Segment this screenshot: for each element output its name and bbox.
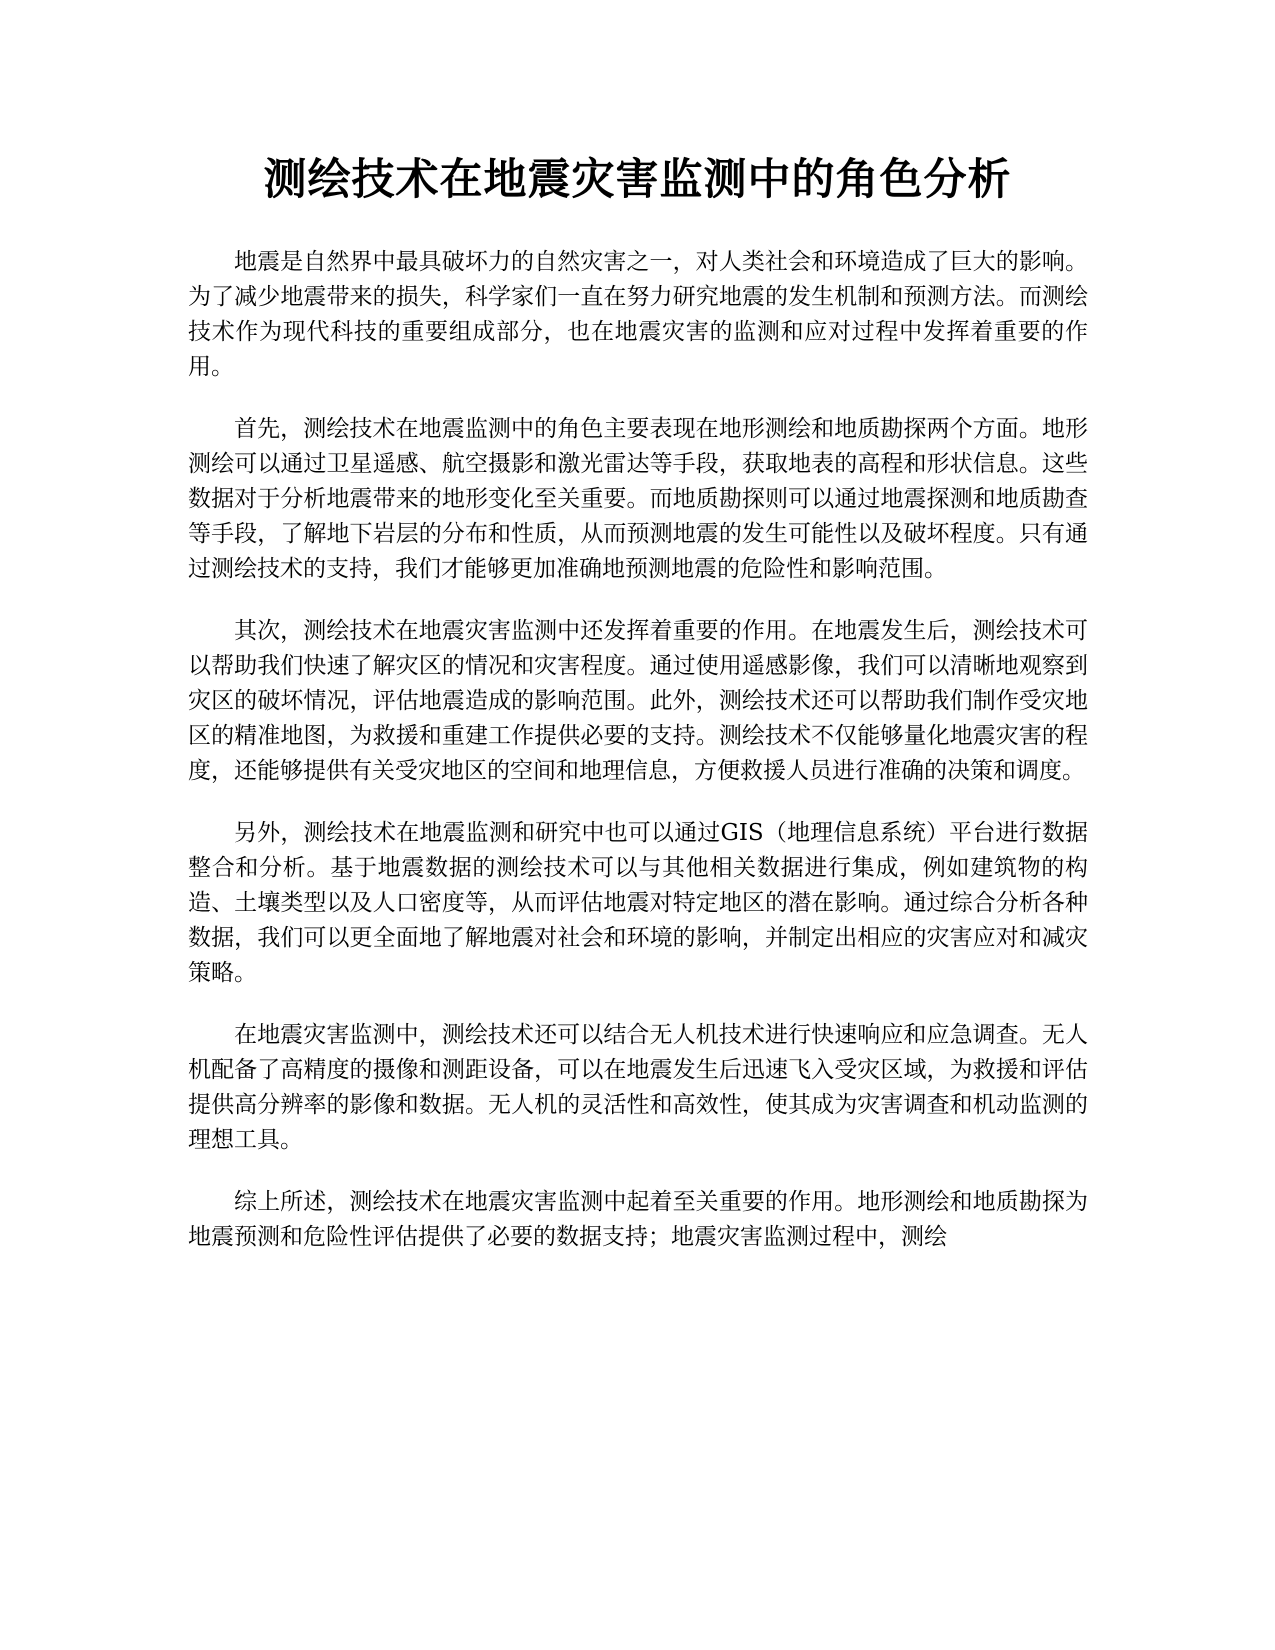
paragraph: 综上所述，测绘技术在地震灾害监测中起着至关重要的作用。地形测绘和地质勘探为地震预测和危险性评估提供了必要的数据支持；地震灾害监测过程中，测绘 [188,1189,1088,1250]
paragraph: 另外，测绘技术在地震监测和研究中也可以通过GIS（地理信息系统）平台进行数据整合和分析。基于地震数据的测绘技术可以与其他相关数据进行集成，例如建筑物的构造、土壤类型以及人口密度等，从而评估地震对特定地区的潜在影响。通过综合分析各种数据，我们可以更全面地了解地震对社会和环境的影响，并制定出相应的灾害应对和减灾策略。 [188,820,1088,986]
paragraph: 地震是自然界中最具破坏力的自然灾害之一，对人类社会和环境造成了巨大的影响。为了减少地震带来的损失，科学家们一直在努力研究地震的发生机制和预测方法。而测绘技术作为现代科技的重要组成部分，也在地震灾害的监测和应对过程中发挥着重要的作用。 [188,249,1088,380]
document-title: 测绘技术在地震灾害监测中的角色分析 [263,155,1012,205]
document-body [188,245,1088,1282]
paragraph: 首先，测绘技术在地震监测中的角色主要表现在地形测绘和地质勘探两个方面。地形测绘可以通过卫星遥感、航空摄影和激光雷达等手段，获取地表的高程和形状信息。这些数据对于分析地震带来的地形变化至关重要。而地质勘探则可以通过地震探测和地质勘查等手段，了解地下岩层的分布和性质，从而预测地震的发生可能性以及破坏程度。只有通过测绘技术的支持，我们才能够更加准确地预测地震的危险性和影响范围。 [188,416,1088,582]
paragraph: 在地震灾害监测中，测绘技术还可以结合无人机技术进行快速响应和应急调查。无人机配备了高精度的摄像和测距设备，可以在地震发生后迅速飞入受灾区域，为救援和评估提供高分辨率的影像和数据。无人机的灵活性和高效性，使其成为灾害调查和机动监测的理想工具。 [188,1022,1088,1153]
paragraph: 其次，测绘技术在地震灾害监测中还发挥着重要的作用。在地震发生后，测绘技术可以帮助我们快速了解灾区的情况和灾害程度。通过使用遥感影像，我们可以清晰地观察到灾区的破坏情况，评估地震造成的影响范围。此外，测绘技术还可以帮助我们制作受灾地区的精准地图，为救援和重建工作提供必要的支持。测绘技术不仅能够量化地震灾害的程度，还能够提供有关受灾地区的空间和地理信息，方便救援人员进行准确的决策和调度。 [188,618,1088,784]
